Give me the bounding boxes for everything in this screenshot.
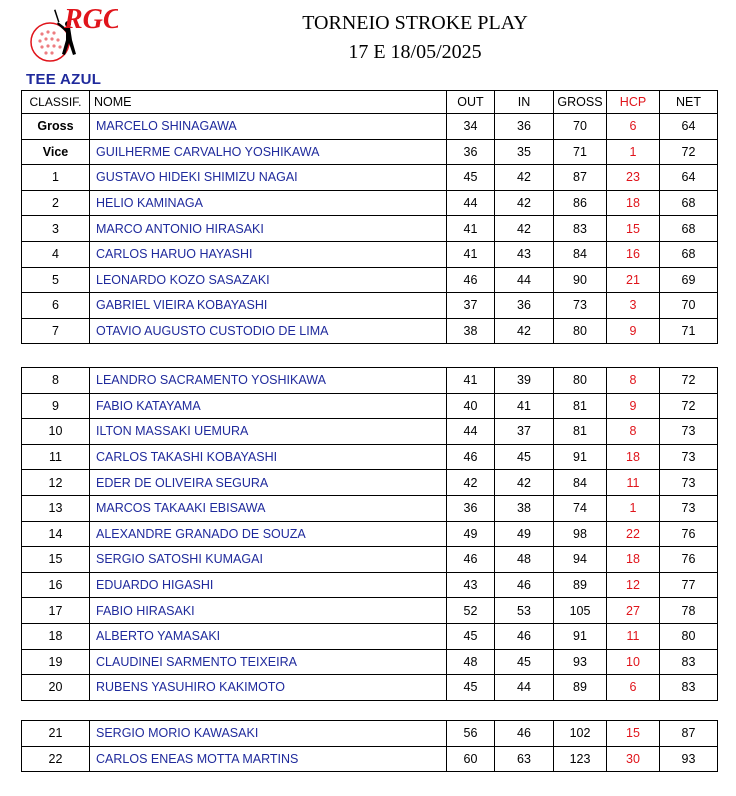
club-logo — [28, 2, 118, 70]
net-score: 76 — [660, 521, 718, 547]
table-row — [22, 623, 718, 649]
classif-cell: 5 — [22, 267, 90, 293]
out-score: 38 — [447, 318, 495, 344]
in-score: 45 — [495, 649, 554, 675]
hcp-value: 8 — [607, 368, 660, 394]
net-score: 73 — [660, 495, 718, 521]
gross-score: 93 — [554, 649, 607, 675]
net-score: 73 — [660, 470, 718, 496]
out-score: 41 — [447, 368, 495, 394]
classif-cell: 7 — [22, 318, 90, 344]
gross-score: 89 — [554, 572, 607, 598]
player-name: GUSTAVO HIDEKI SHIMIZU NAGAI — [90, 165, 447, 191]
in-score: 44 — [495, 267, 554, 293]
classif-cell: 19 — [22, 649, 90, 675]
header-hcp: HCP — [607, 91, 660, 114]
net-score: 73 — [660, 444, 718, 470]
classif-cell: 15 — [22, 547, 90, 573]
table-row — [22, 572, 718, 598]
hcp-value: 8 — [607, 419, 660, 445]
classif-cell: 11 — [22, 444, 90, 470]
in-score: 46 — [495, 721, 554, 747]
hcp-value: 18 — [607, 547, 660, 573]
table-row — [22, 241, 718, 267]
in-score: 41 — [495, 393, 554, 419]
gross-score: 74 — [554, 495, 607, 521]
gross-score: 102 — [554, 721, 607, 747]
gross-score: 94 — [554, 547, 607, 573]
player-name: MARCELO SHINAGAWA — [90, 114, 447, 140]
in-score: 36 — [495, 293, 554, 319]
results-table-2 — [21, 367, 718, 701]
classif-cell: 22 — [22, 746, 90, 772]
net-score: 68 — [660, 190, 718, 216]
classif-cell: 3 — [22, 216, 90, 242]
in-score: 46 — [495, 623, 554, 649]
table-row — [22, 675, 718, 701]
classif-cell: Gross — [22, 114, 90, 140]
hcp-value: 21 — [607, 267, 660, 293]
gross-score: 83 — [554, 216, 607, 242]
classif-cell: 16 — [22, 572, 90, 598]
net-score: 77 — [660, 572, 718, 598]
out-score: 52 — [447, 598, 495, 624]
in-score: 38 — [495, 495, 554, 521]
table-row — [22, 293, 718, 319]
table-row — [22, 521, 718, 547]
table-row — [22, 393, 718, 419]
header-in: IN — [495, 91, 554, 114]
hcp-value: 3 — [607, 293, 660, 319]
in-score: 63 — [495, 746, 554, 772]
in-score: 42 — [495, 216, 554, 242]
table-row — [22, 649, 718, 675]
player-name: EDUARDO HIGASHI — [90, 572, 447, 598]
classif-cell: 9 — [22, 393, 90, 419]
hcp-value: 15 — [607, 721, 660, 747]
classif-cell: 21 — [22, 721, 90, 747]
classif-cell: 13 — [22, 495, 90, 521]
net-score: 70 — [660, 293, 718, 319]
out-score: 34 — [447, 114, 495, 140]
hcp-value: 22 — [607, 521, 660, 547]
gross-score: 84 — [554, 470, 607, 496]
out-score: 41 — [447, 241, 495, 267]
net-score: 72 — [660, 139, 718, 165]
hcp-value: 18 — [607, 190, 660, 216]
hcp-value: 9 — [607, 318, 660, 344]
out-score: 37 — [447, 293, 495, 319]
player-name: LEONARDO KOZO SASAZAKI — [90, 267, 447, 293]
in-score: 53 — [495, 598, 554, 624]
tournament-date: 17 E 18/05/2025 — [348, 41, 482, 63]
header-net: NET — [660, 91, 718, 114]
in-score: 46 — [495, 572, 554, 598]
player-name: SERGIO MORIO KAWASAKI — [90, 721, 447, 747]
gross-score: 98 — [554, 521, 607, 547]
classif-cell: 14 — [22, 521, 90, 547]
hcp-value: 23 — [607, 165, 660, 191]
net-score: 64 — [660, 165, 718, 191]
header-classif: CLASSIF. — [22, 91, 90, 114]
in-score: 42 — [495, 470, 554, 496]
player-name: EDER DE OLIVEIRA SEGURA — [90, 470, 447, 496]
player-name: GUILHERME CARVALHO YOSHIKAWA — [90, 139, 447, 165]
player-name: GABRIEL VIEIRA KOBAYASHI — [90, 293, 447, 319]
table-row — [22, 368, 718, 394]
gross-score: 80 — [554, 318, 607, 344]
results-table-3 — [21, 720, 718, 772]
tournament-title: TORNEIO STROKE PLAY — [302, 12, 528, 34]
gross-score: 81 — [554, 419, 607, 445]
player-name: FABIO KATAYAMA — [90, 393, 447, 419]
hcp-value: 11 — [607, 470, 660, 496]
gross-score: 123 — [554, 746, 607, 772]
player-name: ILTON MASSAKI UEMURA — [90, 419, 447, 445]
in-score: 42 — [495, 190, 554, 216]
classif-cell: Vice — [22, 139, 90, 165]
table-row — [22, 746, 718, 772]
out-score: 46 — [447, 444, 495, 470]
gross-score: 80 — [554, 368, 607, 394]
player-name: SERGIO SATOSHI KUMAGAI — [90, 547, 447, 573]
gross-score: 91 — [554, 444, 607, 470]
results-table-1 — [21, 90, 718, 344]
hcp-value: 18 — [607, 444, 660, 470]
hcp-value: 1 — [607, 495, 660, 521]
table-header-row — [22, 91, 718, 114]
out-score: 49 — [447, 521, 495, 547]
hcp-value: 6 — [607, 675, 660, 701]
in-score: 35 — [495, 139, 554, 165]
table-row — [22, 139, 718, 165]
out-score: 43 — [447, 572, 495, 598]
table-row — [22, 318, 718, 344]
out-score: 36 — [447, 139, 495, 165]
classif-cell: 12 — [22, 470, 90, 496]
net-score: 87 — [660, 721, 718, 747]
gross-score: 105 — [554, 598, 607, 624]
in-score: 42 — [495, 165, 554, 191]
tee-label: TEE AZUL — [26, 71, 102, 88]
net-score: 72 — [660, 368, 718, 394]
net-score: 64 — [660, 114, 718, 140]
gross-score: 73 — [554, 293, 607, 319]
out-score: 45 — [447, 675, 495, 701]
player-name: ALBERTO YAMASAKI — [90, 623, 447, 649]
hcp-value: 30 — [607, 746, 660, 772]
in-score: 48 — [495, 547, 554, 573]
header-nome: NOME — [90, 91, 447, 114]
gross-score: 90 — [554, 267, 607, 293]
gross-score: 91 — [554, 623, 607, 649]
gross-score: 70 — [554, 114, 607, 140]
player-name: LEANDRO SACRAMENTO YOSHIKAWA — [90, 368, 447, 394]
table-row — [22, 190, 718, 216]
hcp-value: 15 — [607, 216, 660, 242]
table-row — [22, 598, 718, 624]
net-score: 80 — [660, 623, 718, 649]
net-score: 72 — [660, 393, 718, 419]
gross-score: 81 — [554, 393, 607, 419]
player-name: CARLOS TAKASHI KOBAYASHI — [90, 444, 447, 470]
gross-score: 84 — [554, 241, 607, 267]
classif-cell: 1 — [22, 165, 90, 191]
player-name: CARLOS ENEAS MOTTA MARTINS — [90, 746, 447, 772]
in-score: 49 — [495, 521, 554, 547]
out-score: 45 — [447, 623, 495, 649]
out-score: 42 — [447, 470, 495, 496]
net-score: 73 — [660, 419, 718, 445]
out-score: 48 — [447, 649, 495, 675]
hcp-value: 27 — [607, 598, 660, 624]
out-score: 45 — [447, 165, 495, 191]
table-row — [22, 721, 718, 747]
classif-cell: 18 — [22, 623, 90, 649]
player-name: FABIO HIRASAKI — [90, 598, 447, 624]
table-row — [22, 547, 718, 573]
net-score: 78 — [660, 598, 718, 624]
out-score: 44 — [447, 419, 495, 445]
out-score: 41 — [447, 216, 495, 242]
net-score: 83 — [660, 649, 718, 675]
classif-cell: 4 — [22, 241, 90, 267]
out-score: 44 — [447, 190, 495, 216]
gross-score: 71 — [554, 139, 607, 165]
out-score: 56 — [447, 721, 495, 747]
gross-score: 86 — [554, 190, 607, 216]
out-score: 40 — [447, 393, 495, 419]
table-row — [22, 114, 718, 140]
table-row — [22, 419, 718, 445]
net-score: 71 — [660, 318, 718, 344]
table-row — [22, 216, 718, 242]
table-row — [22, 267, 718, 293]
in-score: 45 — [495, 444, 554, 470]
table-row — [22, 470, 718, 496]
in-score: 44 — [495, 675, 554, 701]
header-out: OUT — [447, 91, 495, 114]
net-score: 76 — [660, 547, 718, 573]
in-score: 39 — [495, 368, 554, 394]
classif-cell: 10 — [22, 419, 90, 445]
hcp-value: 16 — [607, 241, 660, 267]
hcp-value: 9 — [607, 393, 660, 419]
hcp-value: 12 — [607, 572, 660, 598]
out-score: 60 — [447, 746, 495, 772]
in-score: 36 — [495, 114, 554, 140]
net-score: 93 — [660, 746, 718, 772]
gross-score: 89 — [554, 675, 607, 701]
net-score: 69 — [660, 267, 718, 293]
out-score: 46 — [447, 547, 495, 573]
out-score: 46 — [447, 267, 495, 293]
in-score: 37 — [495, 419, 554, 445]
net-score: 83 — [660, 675, 718, 701]
classif-cell: 17 — [22, 598, 90, 624]
classif-cell: 2 — [22, 190, 90, 216]
in-score: 43 — [495, 241, 554, 267]
player-name: MARCO ANTONIO HIRASAKI — [90, 216, 447, 242]
table-row — [22, 444, 718, 470]
classif-cell: 20 — [22, 675, 90, 701]
out-score: 36 — [447, 495, 495, 521]
net-score: 68 — [660, 216, 718, 242]
net-score: 68 — [660, 241, 718, 267]
header-gross: GROSS — [554, 91, 607, 114]
classif-cell: 6 — [22, 293, 90, 319]
player-name: RUBENS YASUHIRO KAKIMOTO — [90, 675, 447, 701]
table-row — [22, 165, 718, 191]
hcp-value: 10 — [607, 649, 660, 675]
hcp-value: 1 — [607, 139, 660, 165]
hcp-value: 6 — [607, 114, 660, 140]
classif-cell: 8 — [22, 368, 90, 394]
svg-text:RGC: RGC — [64, 4, 118, 35]
player-name: HELIO KAMINAGA — [90, 190, 447, 216]
hcp-value: 11 — [607, 623, 660, 649]
table-row — [22, 495, 718, 521]
gross-score: 87 — [554, 165, 607, 191]
player-name: OTAVIO AUGUSTO CUSTODIO DE LIMA — [90, 318, 447, 344]
player-name: ALEXANDRE GRANADO DE SOUZA — [90, 521, 447, 547]
player-name: CLAUDINEI SARMENTO TEIXEIRA — [90, 649, 447, 675]
in-score: 42 — [495, 318, 554, 344]
player-name: CARLOS HARUO HAYASHI — [90, 241, 447, 267]
player-name: MARCOS TAKAAKI EBISAWA — [90, 495, 447, 521]
